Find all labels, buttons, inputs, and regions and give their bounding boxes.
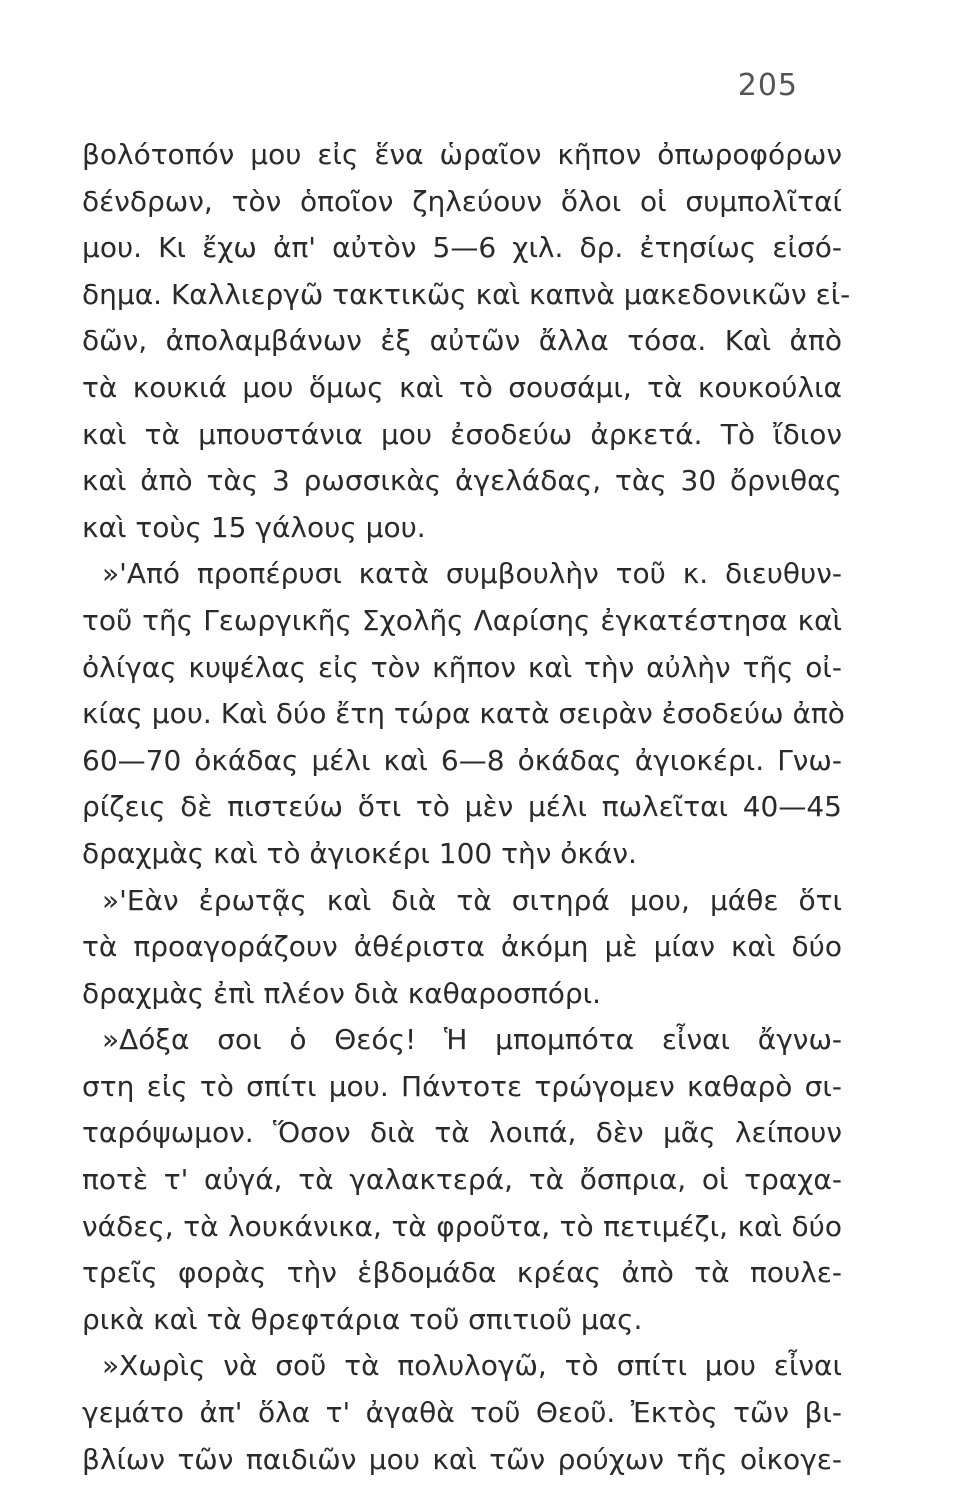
text-line: ρίζεις δὲ πιστεύω ὅτι τὸ μὲν μέλι πωλεῖται 40—45 bbox=[82, 790, 842, 824]
text-line: δῶν, ἀπολαμβάνων ἐξ αὐτῶν ἄλλα τόσα. Καὶ ἀπὸ bbox=[82, 324, 842, 358]
text-line: δημα. Καλλιεργῶ τακτικῶς καὶ καπνὰ μακεδονικῶν εἰ- bbox=[82, 277, 851, 311]
text-line: καὶ τοὺς 15 γάλους μου. bbox=[82, 510, 426, 544]
text-line: γεμάτο ἀπ' ὅλα τ' ἀγαθὰ τοῦ Θεοῦ. Ἐκτὸς τῶν βι- bbox=[82, 1396, 842, 1430]
text-line: καὶ τὰ μπουστάνια μου ἐσοδεύω ἀρκετά. Τὸ ἴδιον bbox=[82, 417, 842, 451]
text-line: βολότοπόν μου εἰς ἕνα ὡραῖον κῆπον ὀπωροφόρων bbox=[82, 138, 842, 171]
text-line: στη εἰς τὸ σπίτι μου. Πάντοτε τρώγομεν καθαρὸ σι- bbox=[82, 1069, 842, 1103]
text-line: ταρόψωμον. Ὅσον διὰ τὰ λοιπά, δὲν μᾶς λείπουν bbox=[82, 1116, 842, 1150]
text-line: τρεῖς φορὰς τὴν ἑβδομάδα κρέας ἀπὸ τὰ πουλε- bbox=[82, 1256, 842, 1290]
text-line: δραχμὰς ἐπὶ πλέον διὰ καθαροσπόρι. bbox=[82, 976, 602, 1010]
body-text bbox=[82, 132, 851, 1483]
text-line: καὶ ἀπὸ τὰς 3 ρωσσικὰς ἀγελάδας, τὰς 30 ὄρνιθας bbox=[82, 464, 842, 498]
text-line: κίας μου. Καὶ δύο ἔτη τώρα κατὰ σειρὰν ἐσοδεύω ἀπὸ bbox=[82, 697, 845, 731]
text-line: ποτὲ τ' αὐγά, τὰ γαλακτερά, τὰ ὄσπρια, οἱ τραχα- bbox=[82, 1163, 842, 1197]
text-line: ρικὰ καὶ τὰ θρεφτάρια τοῦ σπιτιοῦ μας. bbox=[82, 1302, 643, 1336]
text-line: »'Εὰν ἐρωτᾷς καὶ διὰ τὰ σιτηρά μου, μάθε ὅτι bbox=[102, 883, 842, 917]
page-number: 205 bbox=[737, 68, 798, 103]
text-line: τοῦ τῆς Γεωργικῆς Σχολῆς Λαρίσης ἐγκατέστησα καὶ bbox=[82, 603, 842, 637]
text-line: δραχμὰς καὶ τὸ ἀγιοκέρι 100 τὴν ὀκάν. bbox=[82, 836, 637, 870]
text-line: μου. Κι ἔχω ἀπ' αὐτὸν 5—6 χιλ. δρ. ἐτησίως εἰσό- bbox=[82, 231, 842, 265]
text-line: δένδρων, τὸν ὁποῖον ζηλεύουν ὅλοι οἱ συμπολῖταί bbox=[82, 184, 842, 218]
text-line: »Δόξα σοι ὁ Θεός! Ἡ μπομπότα εἶναι ἄγνω- bbox=[102, 1023, 842, 1057]
text-line: τὰ κουκιά μου ὅμως καὶ τὸ σουσάμι, τὰ κουκούλια bbox=[82, 370, 842, 404]
text-line: τὰ προαγοράζουν ἀθέριστα ἀκόμη μὲ μίαν καὶ δύο bbox=[82, 930, 842, 964]
text-line: ὀλίγας κυψέλας εἰς τὸν κῆπον καὶ τὴν αὐλὴν τῆς οἰ- bbox=[82, 650, 842, 684]
text-line: βλίων τῶν παιδιῶν μου καὶ τῶν ρούχων τῆς οἰκογε- bbox=[82, 1442, 842, 1476]
text-line: »Χωρὶς νὰ σοῦ τὰ πολυλογῶ, τὸ σπίτι μου εἶναι bbox=[102, 1349, 842, 1383]
text-line: νάδες, τὰ λουκάνικα, τὰ φροῦτα, τὸ πετιμέζι, καὶ δύο bbox=[82, 1209, 842, 1243]
text-line: 60—70 ὀκάδας μέλι καὶ 6—8 ὀκάδας ἀγιοκέρι. Γνω- bbox=[82, 743, 842, 777]
text-line: »'Από προπέρυσι κατὰ συμβουλὴν τοῦ κ. διευθυν- bbox=[102, 557, 842, 591]
